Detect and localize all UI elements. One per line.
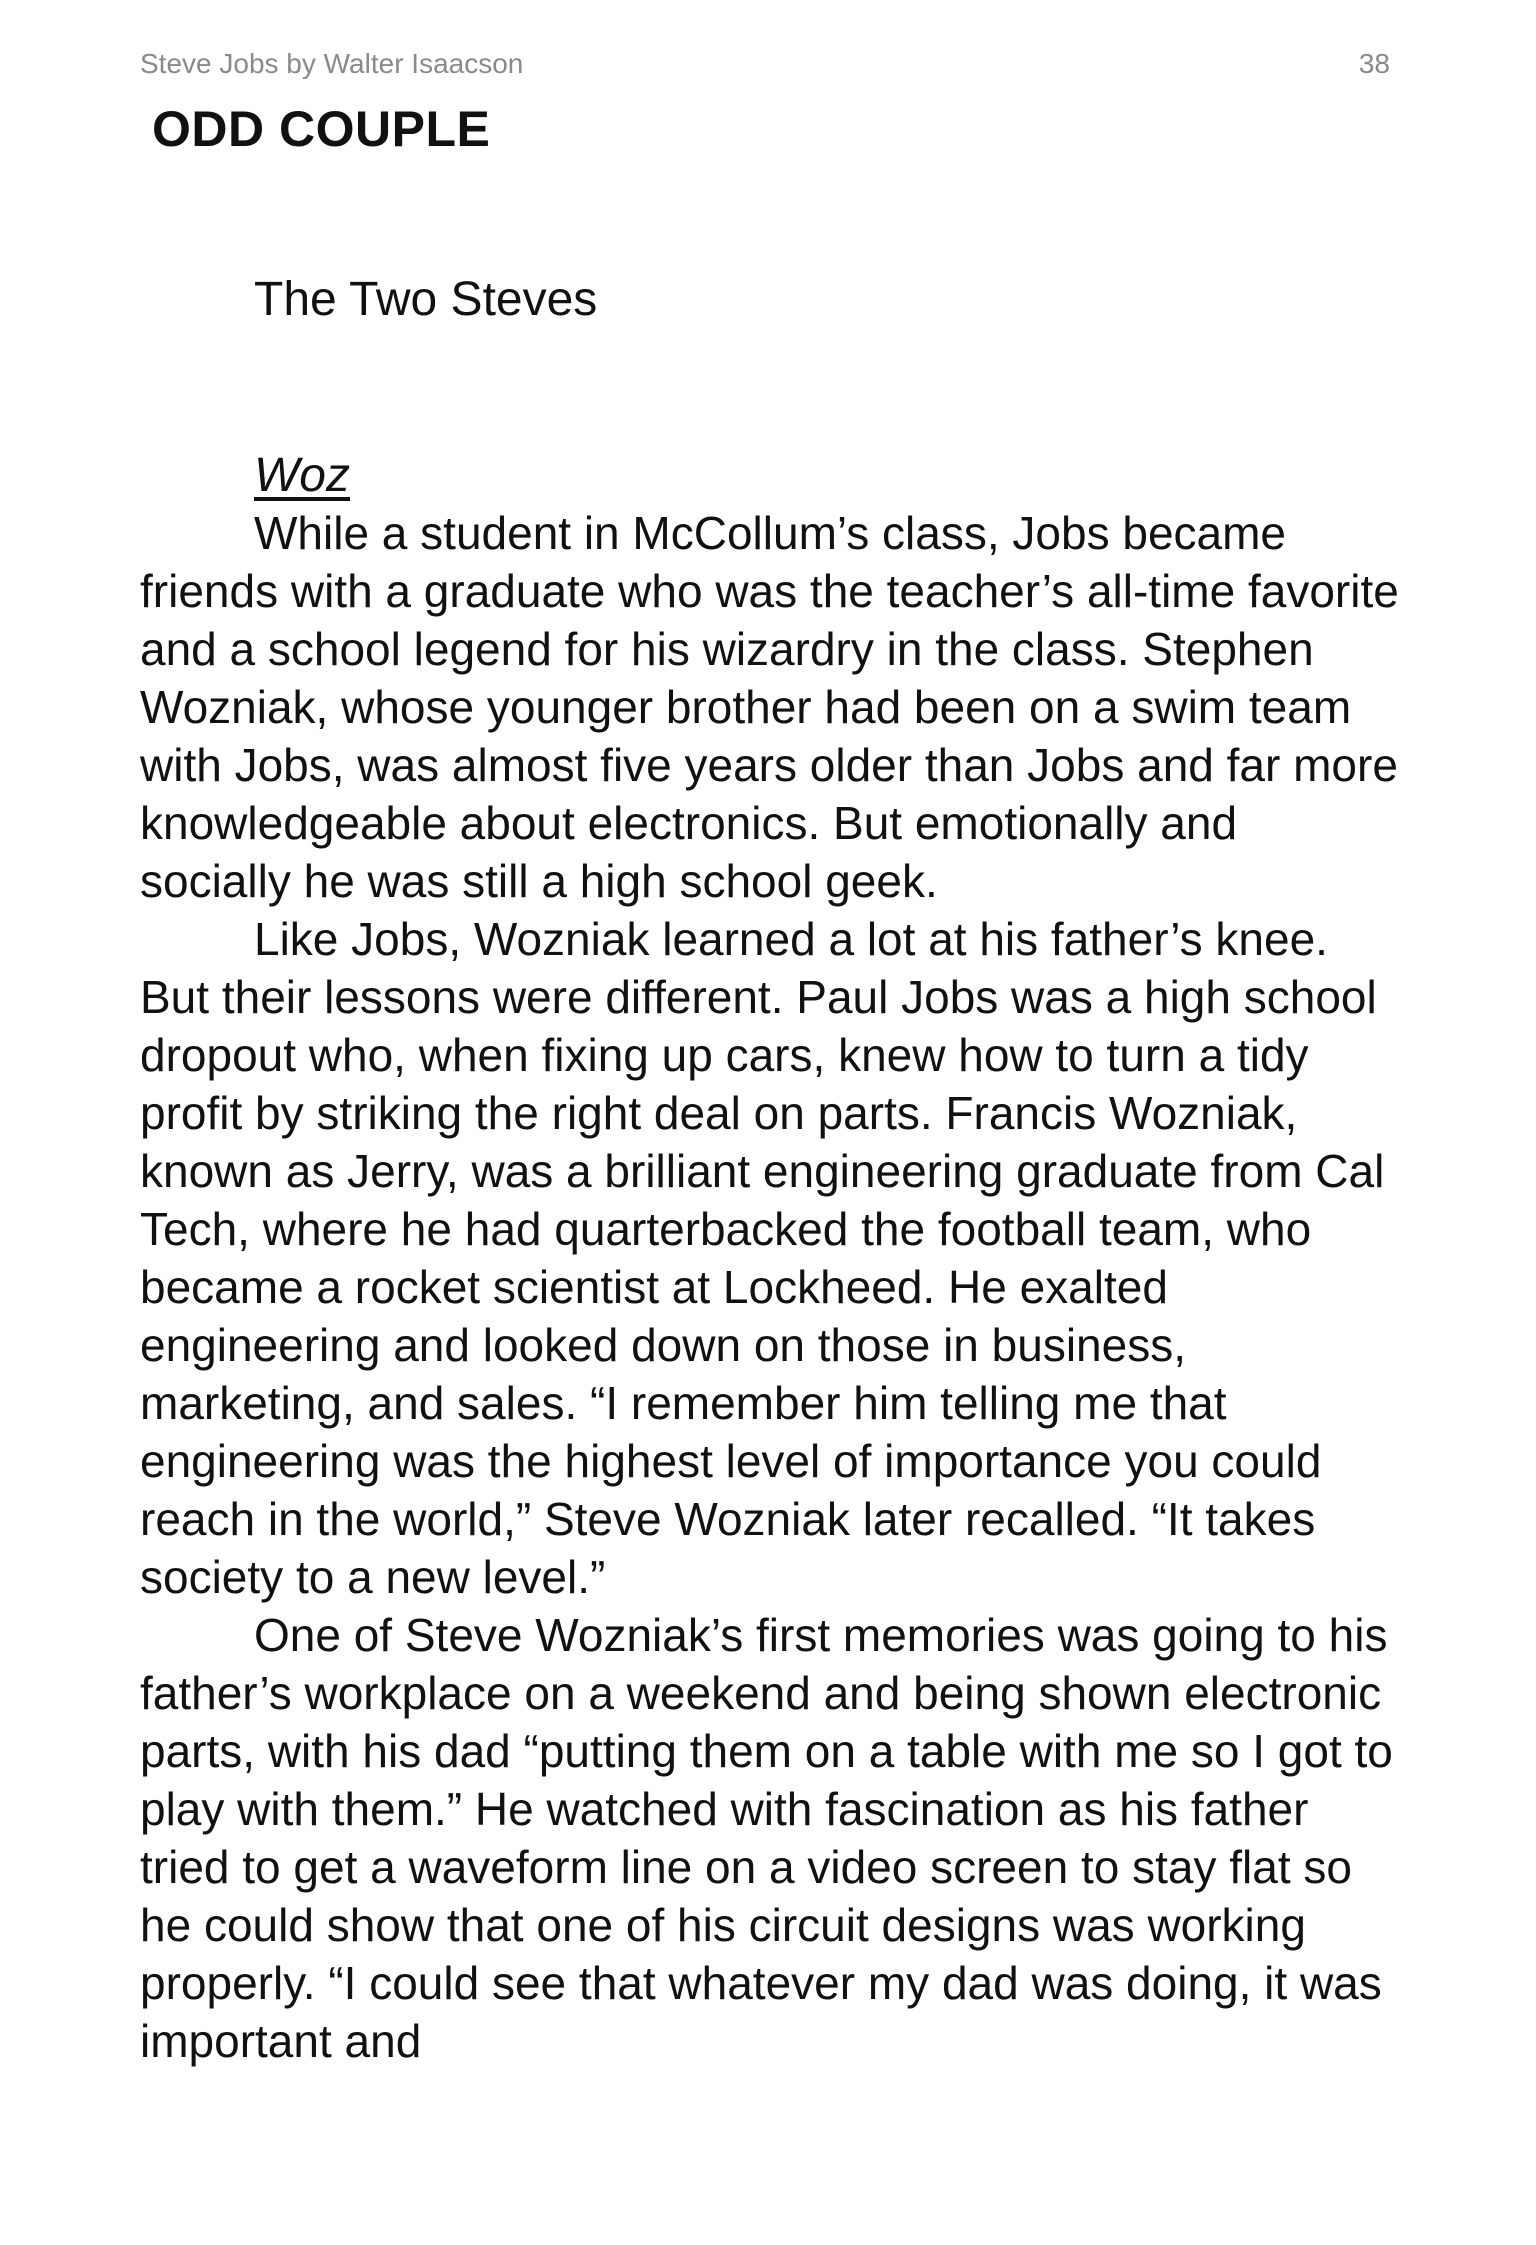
subsection-title: Woz bbox=[254, 449, 350, 502]
running-header bbox=[140, 48, 1390, 88]
paragraph: One of Steve Wozniak’s first memories was going to his father’s workplace on a weekend and being shown electronic parts, with his dad “putting them on a table with me so I got to play with them.” He watched with fascination as his father tried to get a waveform line on a video screen to stay flat so he could show that one of his circuit designs was working properly. “I could see that whatever my dad was doing, it was important and bbox=[140, 1609, 1393, 2067]
running-title: Steve Jobs by Walter Isaacson bbox=[140, 48, 524, 79]
page-number: 38 bbox=[1358, 48, 1390, 79]
paragraph: While a student in McCollum’s class, Jobs became friends with a graduate who was the teacher’s all-time favorite and a school legend for his wizardry in the class. Stephen Wozniak, whose younger brother had been on a swim team with Jobs, was almost five years older than Jobs and far more knowledgeable about electronics. But emotionally and socially he was still a high school geek. bbox=[140, 507, 1399, 907]
paragraph: Like Jobs, Wozniak learned a lot at his father’s knee. But their lessons were different. Paul Jobs was a high school dropout who, when fixing up cars, knew how to turn a tidy profit by striking the right deal on parts. Francis Wozniak, known as Jerry, was a brilliant engineering graduate from Cal Tech, where he had quarterbacked the football team, who became a rocket scientist at Lockheed. He exalted engineering and looked down on those in business, marketing, and sales. “I remember him telling me that engineering was the highest level of importance you could reach in the world,” Steve Wozniak later recalled. “It takes society to a new level.” bbox=[140, 913, 1385, 1603]
chapter-title: ODD COUPLE bbox=[152, 101, 491, 157]
section-title: The Two Steves bbox=[254, 273, 598, 326]
body-text bbox=[140, 504, 1400, 2070]
